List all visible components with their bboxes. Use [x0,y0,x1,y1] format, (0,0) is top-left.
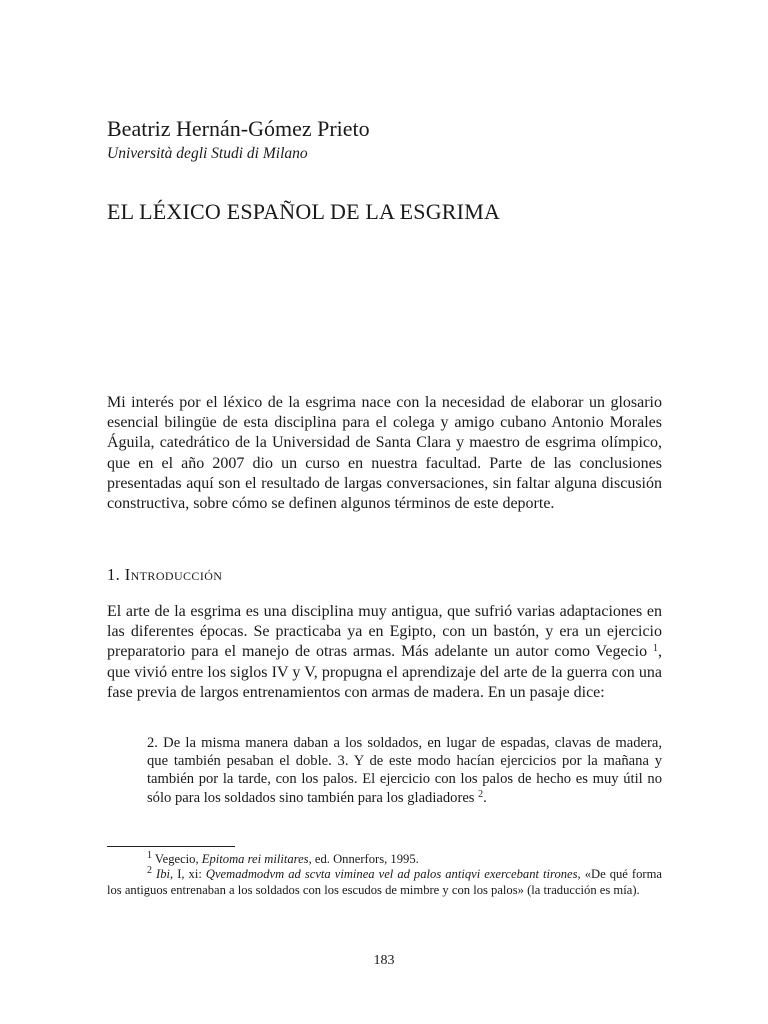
footnote-2-rest: , «De qué forma los antiguos entrenaban a los soldados con los escudos de mimbre y con los palos» (la traducción es mía). [107,867,662,897]
footnote-ref-2[interactable]: 2 [478,788,484,800]
body-text-part2: , que vivió entre los siglos IV y V, propugna el aprendizaje del arte de la guerra con una fase previa de largos entrenamientos con armas de madera. En un pasaje dice: [107,643,662,701]
footnote-separator [107,846,235,847]
author-name: Beatriz Hernán-Gómez Prieto [107,116,370,141]
article-title: EL LÉXICO ESPAÑOL DE LA ESGRIMA [107,199,501,224]
author-affiliation: Università degli Studi di Milano [107,145,308,162]
footnote-2 [107,867,662,898]
footnote-2-mark: 2 [147,865,152,877]
section-number: 1. [107,565,121,584]
block-quote [147,734,662,807]
quote-text: 2. De la misma manera daban a los soldados, en lugar de espadas, clavas de madera, que también pesaban el doble. 3. Y de este modo hacían ejercicios por la mañana y también por la tarde, con los palos. El ejercicio con los palos de hecho es muy útil no sólo para los soldados sino también para los gladiadores [147,735,662,806]
footnote-2-ibi: Ibi [156,867,171,882]
section-heading [107,565,222,585]
footnote-1-work: Epitoma rei militares [201,852,309,866]
section-title: Introducción [124,565,223,584]
quote-end: . [483,789,487,806]
footnote-2-ref: , I, xi: [170,867,206,882]
footnote-1 [107,852,662,867]
footnote-1-text-a: Vegecio, [154,852,202,866]
page-number: 183 [373,953,395,968]
body-paragraph [107,602,662,703]
footnote-1-mark: 1 [147,850,152,861]
footnote-1-text-b: , ed. Onnerfors, 1995. [308,852,419,866]
footnote-ref-1[interactable]: 1 [653,643,658,655]
abstract-paragraph: Mi interés por el léxico de la esgrima nace con la necesidad de elaborar un glosario esencial bilingüe de esta disciplina para el colega y amigo cubano Antonio Morales Águila, catedrático de la Universidad de Santa Clara y maestro de esgrima olímpico, que en el año 2007 dio un curso en nuestra facultad. Parte de las conclusiones presentadas aquí son el resultado de largas conversaciones, sin faltar alguna discusión constructiva, sobre cómo se definen algunos términos de este deporte. [107,394,662,513]
footnotes [107,852,662,898]
footnote-2-latin: Qvemadmodvm ad scvta viminea vel ad palos antiqvi exercebant tirones [205,867,578,882]
body-text-part1: El arte de la esgrima es una disciplina muy antigua, que sufrió varias adaptaciones en las diferentes épocas. Se practicaba ya en Egipto, con un bastón, y era un ejercicio preparatorio para el manejo de otras armas. Más adelante un autor como Vegecio [107,603,662,661]
